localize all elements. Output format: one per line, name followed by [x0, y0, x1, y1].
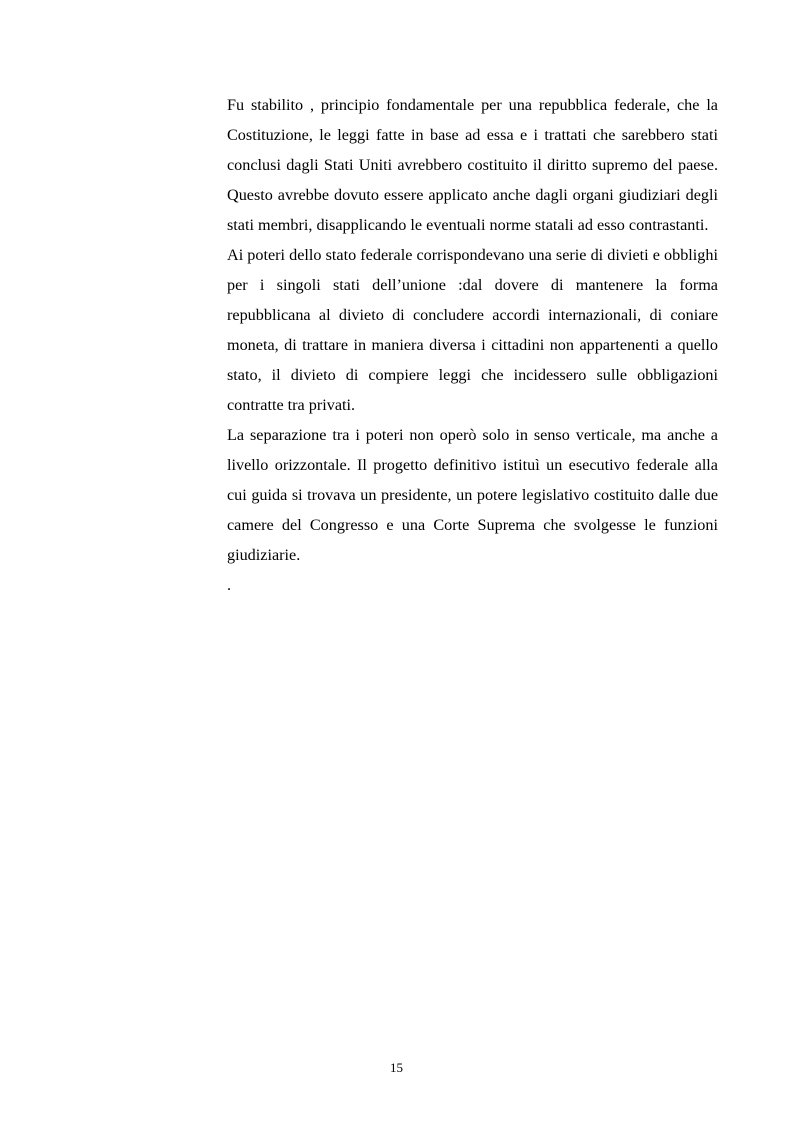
trailing-period: . — [227, 576, 232, 594]
paragraph-1: Fu stabilito , principio fondamentale per una repubblica federale, che la Costituzione, le leggi fatte in base ad essa e i trattati che sarebbero stati conclusi dagli Stati Uniti avrebbero costituito il diritto supremo del paese. Questo avrebbe dovuto essere applicato anche dagli organi giudiziari degli stati membri, disapplicando le eventuali norme statali ad esso contrastanti. — [227, 96, 718, 234]
page-number: 15 — [390, 1060, 403, 1075]
paragraph-2: Ai poteri dello stato federale corrispondevano una serie di divieti e obblighi per i singoli stati dell’unione :dal dovere di mantenere la forma repubblicana al divieto di concludere accordi internazionali, di coniare moneta, di trattare in maniera diversa i cittadini non appartenenti a quello stato, il divieto di compiere leggi che incidessero sulle obbligazioni contratte tra privati. — [227, 246, 718, 414]
body-text — [227, 90, 718, 600]
paragraph-3: La separazione tra i poteri non operò solo in senso verticale, ma anche a livello orizzontale. Il progetto definitivo istituì un esecutivo federale alla cui guida si trovava un presidente, un potere legislativo costituito dalle due camere del Congresso e una Corte Suprema che svolgesse le funzioni giudiziarie. — [227, 426, 718, 564]
